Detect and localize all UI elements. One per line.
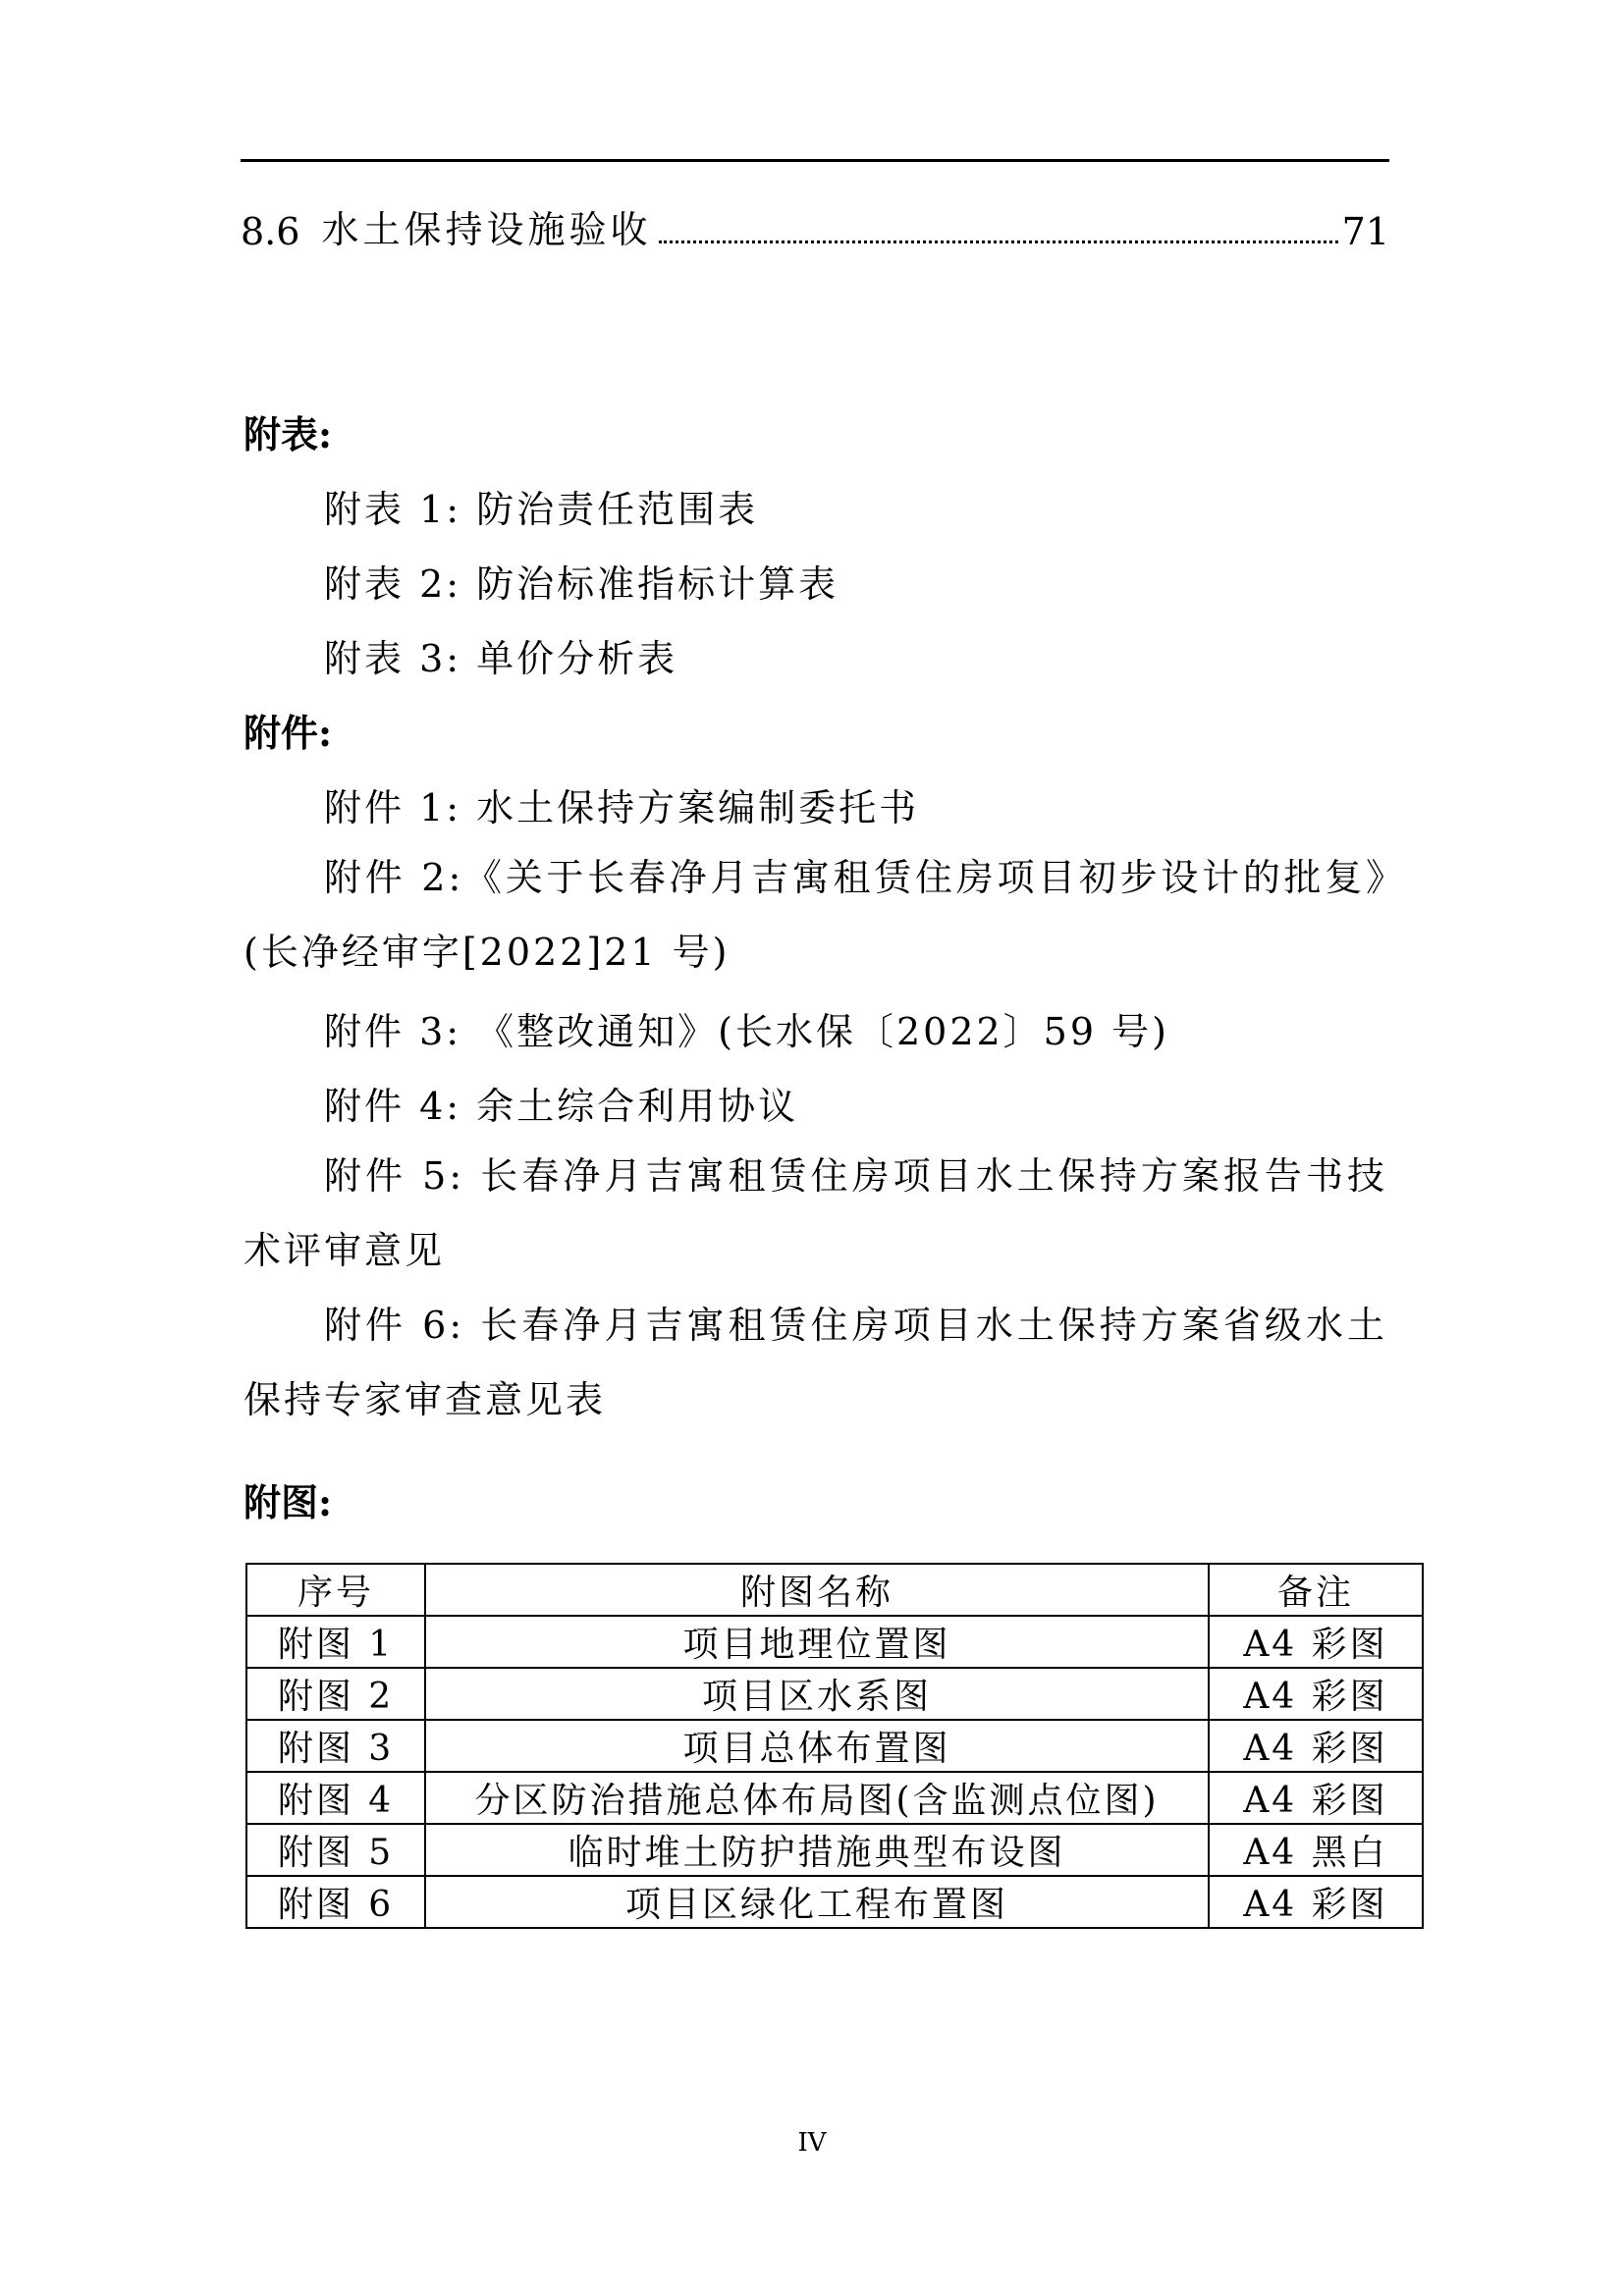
table-row [246,1824,1423,1876]
attached-tables-heading: 附表: [244,412,333,456]
attached-table-item: 附表 2: 防治标准指标计算表 [324,562,839,606]
toc-entry-title: 水土保持设施验收 [321,208,652,251]
column-header: 序号 [246,1564,425,1616]
attachment-item: 附件 1: 水土保持方案编制委托书 [324,786,920,829]
column-header: 附图名称 [425,1564,1209,1616]
table-cell: 附图 3 [246,1720,425,1772]
table-row [246,1720,1423,1772]
table-cell: A4 彩图 [1209,1616,1423,1668]
table-cell: 临时堆土防护措施典型布设图 [425,1824,1209,1876]
table-cell: A4 彩图 [1209,1668,1423,1720]
table-cell: 附图 5 [246,1824,425,1876]
attachment-item: 附件 4: 余土综合利用协议 [324,1085,799,1128]
table-cell: 附图 6 [246,1876,425,1928]
table-cell: 附图 4 [246,1772,425,1824]
table-cell: 附图 2 [246,1668,425,1720]
column-header: 备注 [1209,1564,1423,1616]
attachments-heading: 附件: [244,711,333,755]
table-header-row [246,1564,1423,1616]
toc-entry-page: 71 [1341,210,1389,253]
table-cell: A4 黑白 [1209,1824,1423,1876]
attached-figures-table [245,1563,1424,1929]
attached-table-item: 附表 3: 单价分析表 [324,637,678,680]
table-row [246,1668,1423,1720]
attachment-item: 附件 3: 《整改通知》(长水保〔2022〕59 号) [324,1010,1169,1053]
table-cell: A4 彩图 [1209,1720,1423,1772]
table-row [246,1616,1423,1668]
table-cell: 分区防治措施总体布局图(含监测点位图) [425,1772,1209,1824]
toc-leader-dots [659,240,1337,243]
page-number: IV [797,2128,827,2158]
table-row [246,1772,1423,1824]
toc-entry[interactable] [241,194,1389,253]
table-cell: A4 彩图 [1209,1876,1423,1928]
table-row [246,1876,1423,1928]
table-cell: 项目区绿化工程布置图 [425,1876,1209,1928]
toc-entry-number: 8.6 [241,210,300,253]
attached-table-item: 附表 1: 防治责任范围表 [324,488,759,531]
attachment-item: 附件 6: 长春净月吉寓租赁住房项目水土保持方案省级水土保持专家审查意见表 [244,1304,1387,1421]
table-cell: 项目地理位置图 [425,1616,1209,1668]
attached-figures-heading: 附图: [244,1480,333,1524]
table-cell: 项目总体布置图 [425,1720,1209,1772]
table-cell: 项目区水系图 [425,1668,1209,1720]
attachment-item: 附件 5: 长春净月吉寓租赁住房项目水土保持方案报告书技术评审意见 [244,1154,1387,1272]
table-cell: 附图 1 [246,1616,425,1668]
header-rule [241,159,1389,162]
attachment-item: 附件 2:《关于长春净月吉寓租赁住房项目初步设计的批复》(长净经审字[2022]21 号) [244,856,1387,974]
table-cell: A4 彩图 [1209,1772,1423,1824]
